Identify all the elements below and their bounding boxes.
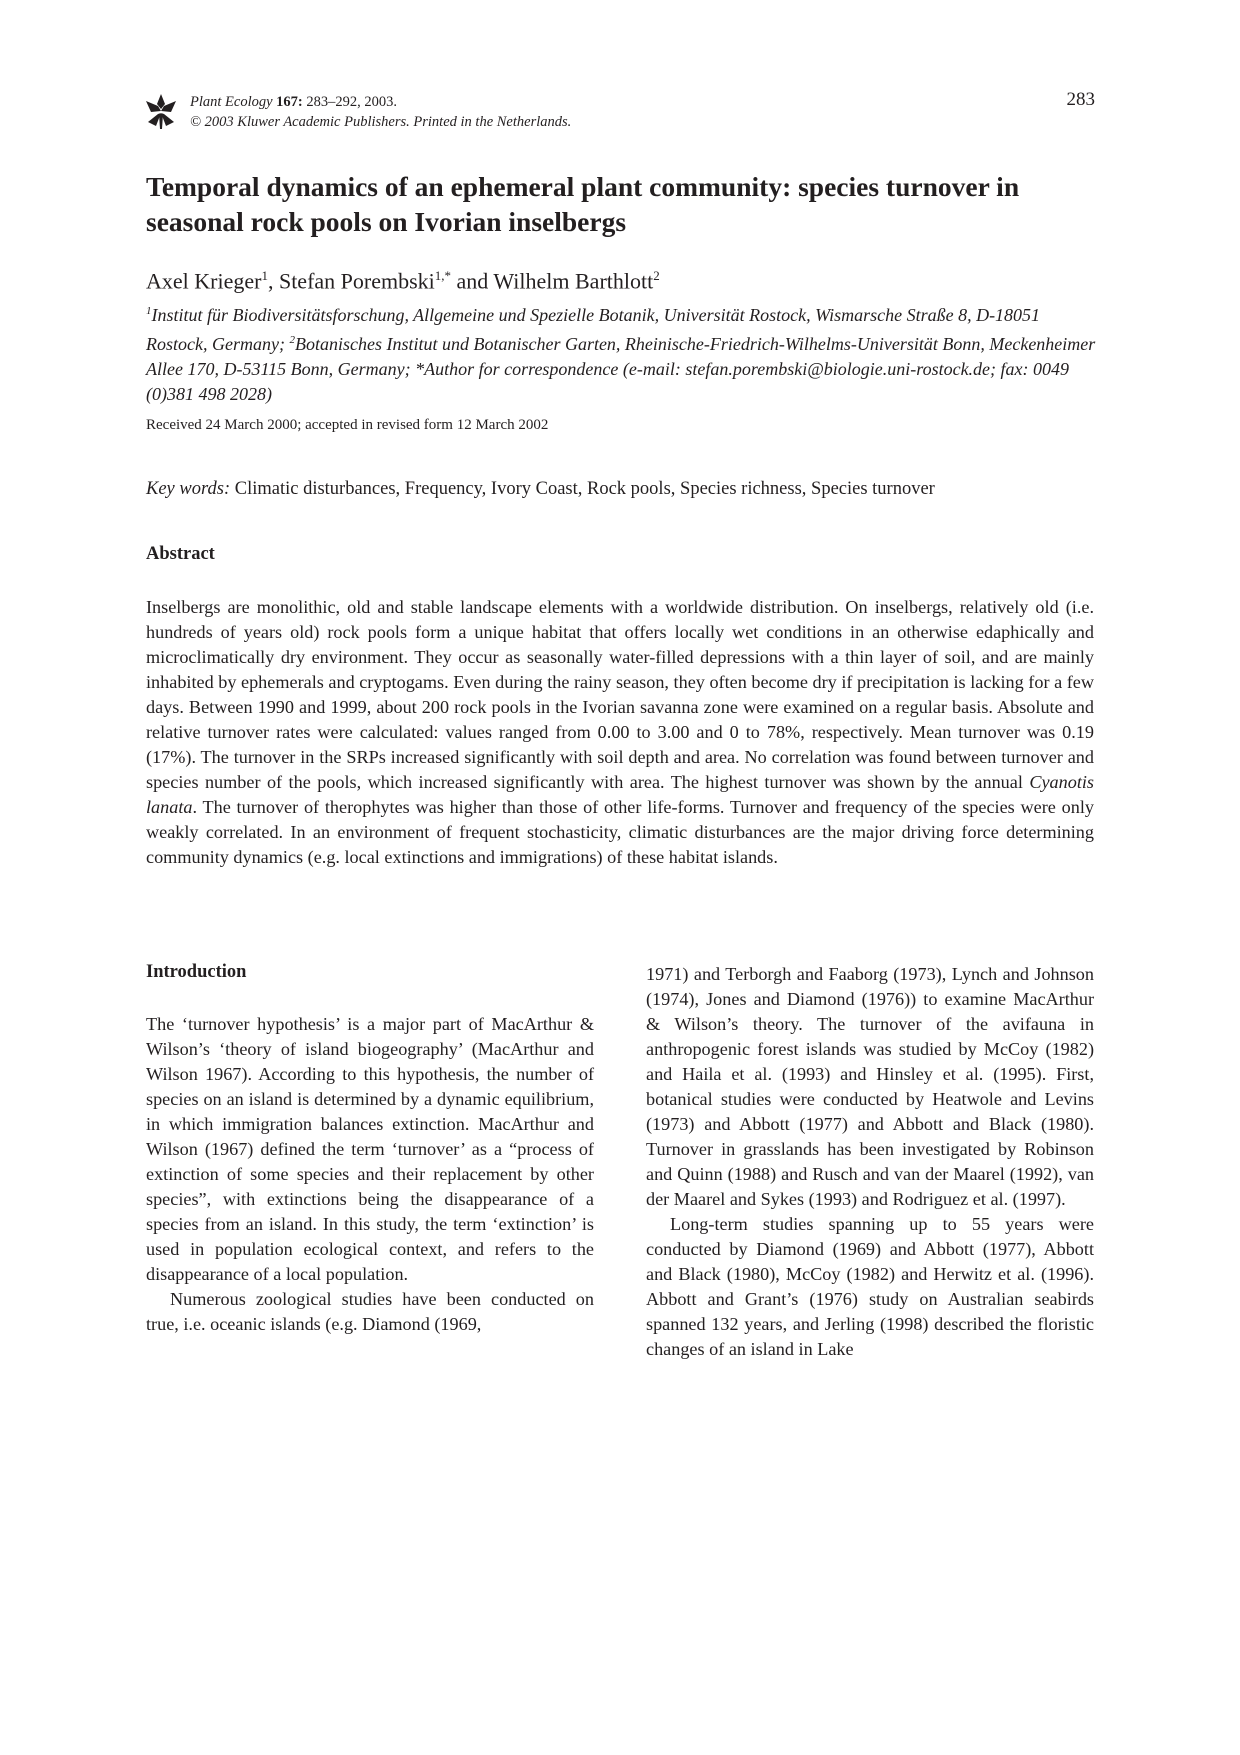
author-name: Stefan Porembski — [278, 268, 435, 294]
author-affiliation-mark: 1,* — [434, 268, 452, 283]
paragraph: The ‘turnover hypothesis’ is a major part of MacArthur & Wilson’s ‘theory of island biogeography’ (MacArthur and Wilson 1967). According to this hypothesis, the number of species on an island is determined by a dynamic equilibrium, in which immigration balances extinction. MacArthur and Wilson (1967) defined the term ‘turnover’ as a “process of extinction of some species and their replacement by other species”, with extinctions being the disappearance of a species from an island. In this study, the term ‘extinction’ is used in population ecological context, and refers to the disappearance of a local population. — [146, 1014, 594, 1284]
author-separator: , — [267, 268, 279, 294]
author-affiliation-mark: 1 — [261, 268, 268, 283]
paragraph-part: Numerous zoological studies have been conducted on true, i.e. oceanic islands (e.g. Diamond (1969, — [146, 1289, 594, 1334]
author-name: Wilhelm Barthlott — [493, 268, 654, 294]
journal-citation — [190, 92, 571, 132]
author-separator: and — [451, 268, 494, 294]
author-list — [146, 268, 660, 294]
keywords-label: Key words: — [146, 479, 231, 499]
abstract-heading: Abstract — [146, 544, 215, 564]
paper-title: Temporal dynamics of an ephemeral plant community: species turnover in seasonal rock pools on Ivorian inselbergs — [146, 171, 1020, 237]
received-dates: Received 24 March 2000; accepted in revised form 12 March 2002 — [146, 417, 549, 433]
paragraph: Long-term studies spanning up to 55 years were conducted by Diamond (1969) and Abbott (1977), Abbott and Black (1980), McCoy (1982) and Herwitz et al. (1996). Abbott and Grant’s (1976) study on Australian seabirds spanned 132 years, and Jerling (1998) described the floristic changes of an island in Lake — [646, 1214, 1094, 1359]
journal-name: Plant Ecology — [190, 94, 273, 110]
introduction-right-column — [646, 962, 1094, 1362]
affiliation-text: Botanisches Institut und Botanischer Garten, Rheinische-Friedrich-Wilhelms-Universität Bonn, Meckenheimer Allee 170, D-53115 Bonn, Germany; *Author for correspondence (e-mail: stefan.porembski@biologie.uni-rostock.de; fax: 0049 (0)381 498 2028) — [146, 334, 1096, 404]
keywords-text: Climatic disturbances, Frequency, Ivory Coast, Rock pools, Species richness, Species turnover — [230, 479, 935, 499]
affiliation-mark: 2 — [289, 334, 295, 346]
affiliations — [146, 299, 1106, 407]
journal-pages-year: 283–292, 2003. — [302, 94, 398, 110]
publisher-logo-icon — [144, 92, 178, 130]
keywords — [146, 479, 935, 500]
author-name: Axel Krieger — [146, 268, 262, 294]
introduction-left-column — [146, 1012, 594, 1337]
journal-volume: 167: — [276, 94, 303, 110]
abstract-part: Inselbergs are monolithic, old and stable landscape elements with a worldwide distribution. On inselbergs, relatively old (i.e. hundreds of years old) rock pools form a unique habitat that offers locally wet conditions in an otherwise edaphically and microclimatically dry environment. They occur as seasonally water-filled depressions with a thin layer of soil, and are mainly inhabited by ephemerals and cryptogams. Even during the rainy season, they often become dry if precipitation is lacking for a few days. Between 1990 and 1999, about 200 rock pools in the Ivorian savanna zone were examined on a regular basis. Absolute and relative turnover rates were calculated: values ranged from 0.00 to 3.00 and 0 to 78%, respectively. Mean turnover was 0.19 (17%). The turnover in the SRPs increased significantly with soil depth and area. No correlation was found between turnover and species number of the pools, which increased significantly with area. The highest turnover was shown by the annual — [146, 597, 1094, 792]
species-name: Cyanotis lanata — [146, 772, 1094, 817]
introduction-heading: Introduction — [146, 962, 247, 982]
paragraph-part: 1971) and Terborgh and Faaborg (1973), Lynch and Johnson (1974), Jones and Diamond (1976)) to examine MacArthur & Wilson’s theory. The turnover of the avifauna in anthropogenic forest islands was studied by McCoy (1982) and Haila et al. (1993) and Hinsley et al. (1995). First, botanical studies were conducted by Heatwole and Levins (1973) and Abbott (1977) and Abbott and Black (1980). Turnover in grasslands has been investigated by Robinson and Quinn (1988) and Rusch and van der Maarel (1992), van der Maarel and Sykes (1993) and Rodriguez et al. (1997). — [646, 964, 1094, 1209]
page-number: 283 — [1066, 89, 1095, 110]
copyright-line: © 2003 Kluwer Academic Publishers. Printed in the Netherlands. — [190, 114, 572, 130]
affiliation-mark: 1 — [146, 305, 152, 317]
author-affiliation-mark: 2 — [653, 268, 660, 283]
abstract-part: . The turnover of therophytes was higher than those of other life-forms. Turnover and frequency of the species were only weakly correlated. In an environment of frequent stochasticity, climatic disturbances are the major driving force determining community dynamics (e.g. local extinctions and immigrations) of these habitat islands. — [146, 797, 1094, 867]
abstract-text — [146, 595, 1094, 870]
affiliation-text: Institut für Biodiversitätsforschung, Allgemeine und Spezielle Botanik, Universität Rostock, Wismarsche Straße 8, D-18051 Rostock, Germany; — [146, 305, 1041, 354]
